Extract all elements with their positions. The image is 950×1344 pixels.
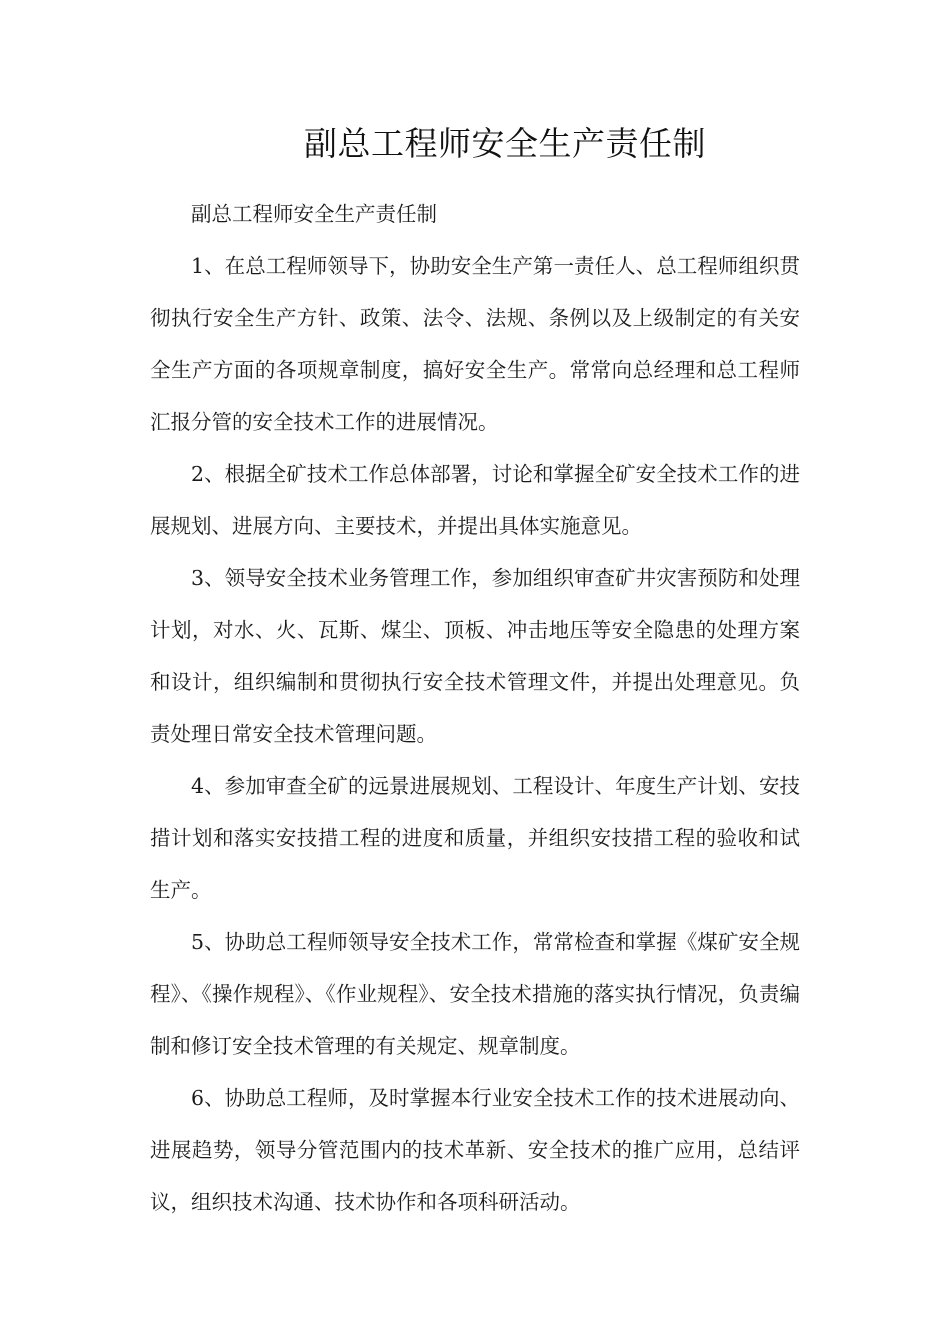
paragraph-5: 5、协助总工程师领导安全技术工作，常常检查和掌握《煤矿安全规程》、《操作规程》、《作业规程》、安全技术措施的落实执行情况，负责编制和修订安全技术管理的有关规定、规章制度。 — [150, 930, 800, 1058]
paragraph-2: 2、根据全矿技术工作总体部署，讨论和掌握全矿安全技术工作的进展规划、进展方向、主要技术，并提出具体实施意见。 — [150, 462, 800, 538]
paragraph-3: 3、领导安全技术业务管理工作，参加组织审查矿井灾害预防和处理计划，对水、火、瓦斯、煤尘、顶板、冲击地压等安全隐患的处理方案和设计，组织编制和贯彻执行安全技术管理文件，并提出处理意见。负责处理日常安全技术管理问题。 — [150, 566, 800, 746]
document-title: 副总工程师安全生产责任制 — [304, 124, 706, 163]
paragraph-1: 1、在总工程师领导下，协助安全生产第一责任人、总工程师组织贯彻执行安全生产方针、政策、法令、法规、条例以及上级制定的有关安全生产方面的各项规章制度，搞好安全生产。常常向总经理和总工程师汇报分管的安全技术工作的进展情况。 — [150, 254, 800, 434]
paragraph-4: 4、参加审查全矿的远景进展规划、工程设计、年度生产计划、安技措计划和落实安技措工程的进度和质量，并组织安技措工程的验收和试生产。 — [150, 774, 800, 902]
document-body — [150, 188, 800, 1228]
paragraph-6: 6、协助总工程师，及时掌握本行业安全技术工作的技术进展动向、进展趋势，领导分管范围内的技术革新、安全技术的推广应用，总结评议，组织技术沟通、技术协作和各项科研活动。 — [150, 1086, 800, 1214]
document-subtitle: 副总工程师安全生产责任制 — [191, 202, 437, 226]
